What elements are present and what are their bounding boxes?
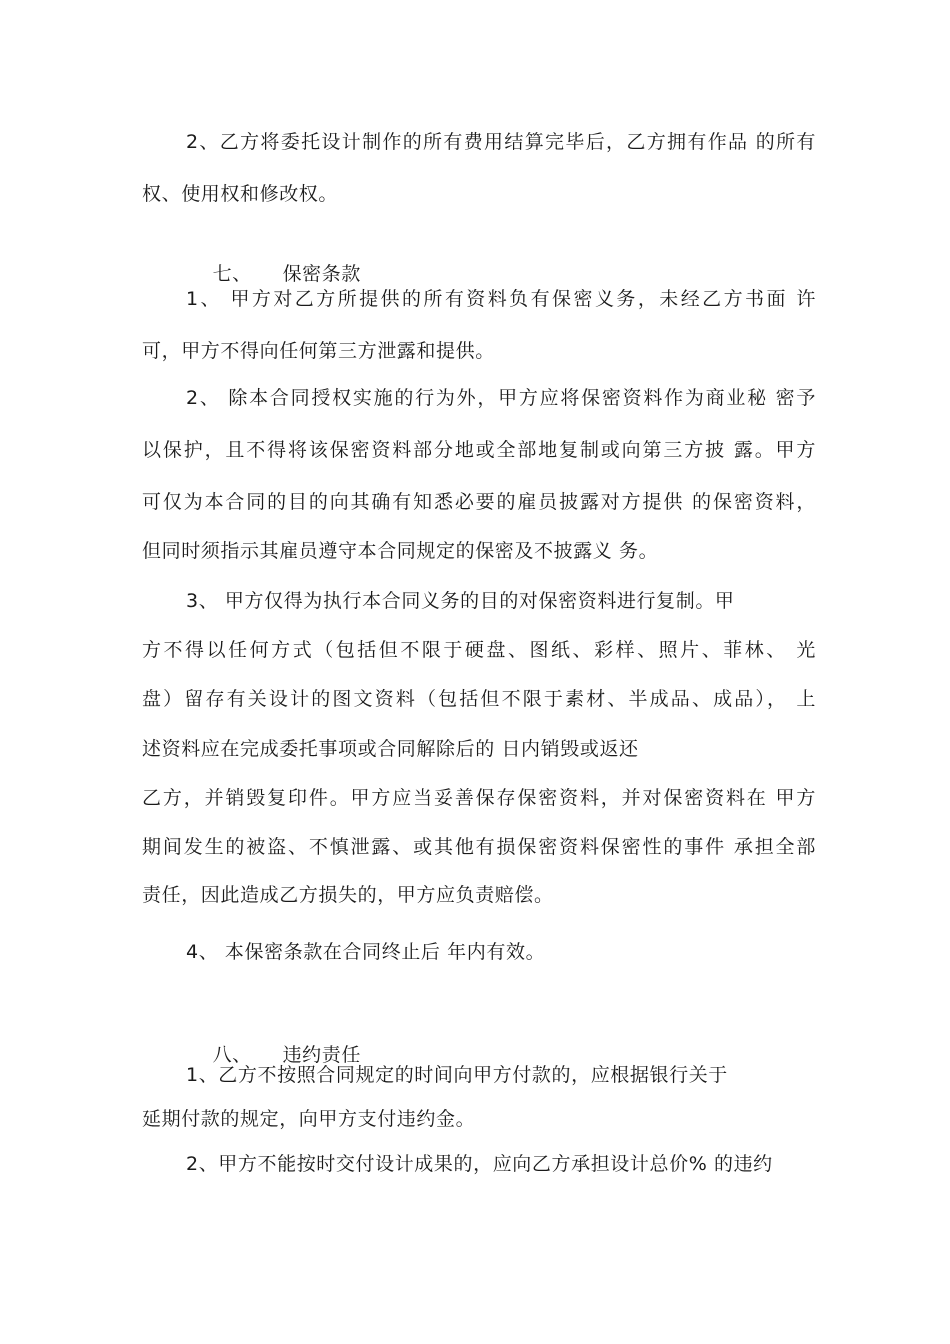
paragraph-line: 延期付款的规定，向甲方支付违约金。	[142, 1108, 476, 1130]
paragraph-line: 可，甲方不得向任何第三方泄露和提供。	[142, 340, 495, 362]
paragraph-line: 1、 甲方对乙方所提供的所有资料负有保密义务，未经乙方书面 许	[186, 288, 816, 310]
paragraph-line: 2、 除本合同授权实施的行为外，甲方应将保密资料作为商业秘 密予	[186, 387, 816, 409]
paragraph-line: 权、使用权和修改权。	[142, 183, 339, 205]
section-number: 八、	[212, 1044, 252, 1066]
paragraph-line: 期间发生的被盗、不慎泄露、或其他有损保密资料保密性的事件 承担全部	[142, 836, 816, 858]
section-title: 保密条款	[282, 263, 361, 285]
paragraph-line: 以保护，且不得将该保密资料部分地或全部地复制或向第三方披 露。甲方	[142, 439, 816, 461]
paragraph-line: 方不得以任何方式（包括但不限于硬盘、图纸、彩样、照片、菲林、 光	[142, 639, 816, 661]
section-number: 七、	[212, 263, 252, 285]
paragraph-line: 1、乙方不按照合同规定的时间向甲方付款的，应根据银行关于	[186, 1064, 728, 1086]
paragraph-line: 盘）留存有关设计的图文资料（包括但不限于素材、半成品、成品）， 上	[142, 688, 816, 710]
paragraph-line: 2、乙方将委托设计制作的所有费用结算完毕后，乙方拥有作品 的所有	[186, 131, 816, 153]
paragraph-line: 责任，因此造成乙方损失的，甲方应负责赔偿。	[142, 884, 554, 906]
section-title: 违约责任	[282, 1044, 361, 1066]
paragraph-line: 但同时须指示其雇员遵守本合同规定的保密及不披露义 务。	[142, 540, 659, 562]
paragraph-line: 可仅为本合同的目的向其确有知悉必要的雇员披露对方提供 的保密资料，	[142, 491, 816, 513]
paragraph-line: 述资料应在完成委托事项或合同解除后的 日内销毁或返还	[142, 738, 639, 760]
paragraph-line: 2、甲方不能按时交付设计成果的，应向乙方承担设计总价% 的违约	[186, 1153, 773, 1175]
paragraph-line: 乙方，并销毁复印件。甲方应当妥善保存保密资料，并对保密资料在 甲方	[142, 787, 816, 809]
paragraph-line: 3、 甲方仅得为执行本合同义务的目的对保密资料进行复制。甲	[186, 590, 735, 612]
paragraph-line: 4、 本保密条款在合同终止后 年内有效。	[186, 941, 546, 963]
